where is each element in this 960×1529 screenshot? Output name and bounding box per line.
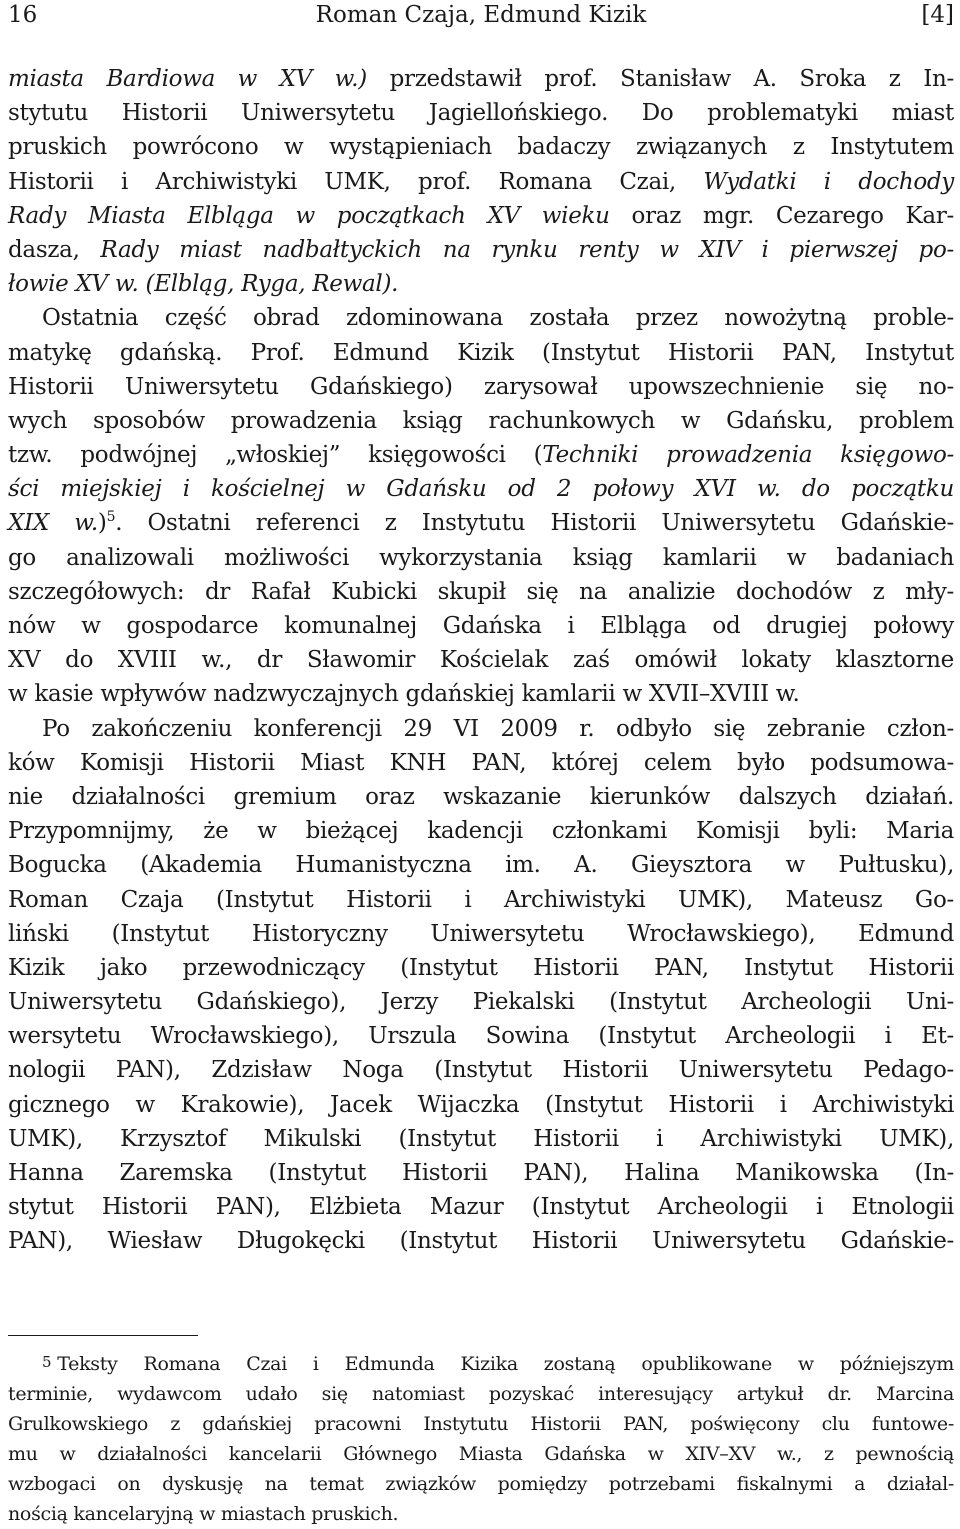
- text-segment: Techniki prowadzenia księgowo-: [542, 442, 954, 469]
- running-header: [8, 0, 954, 30]
- text-segment: Historii i Archiwistyki UMK, prof. Romana Czai,: [8, 168, 704, 195]
- paragraph-start: [8, 301, 954, 335]
- text-line: [8, 1156, 954, 1190]
- text-line: [8, 199, 954, 233]
- text-line: [8, 780, 954, 814]
- text-line: [8, 96, 954, 130]
- text-segment: ści miejskiej i kościelnej w Gdańsku od 2 połowy XVI w. do początku: [8, 476, 954, 503]
- text-segment: XIX w.: [8, 510, 98, 537]
- text-line: [8, 1019, 954, 1053]
- text-segment: stytut Historii PAN), Elżbieta Mazur (Instytut Archeologii i Etnologii: [8, 1194, 954, 1221]
- text-segment: pruskich powrócono w wystąpieniach badaczy związanych z Instytutem: [8, 134, 954, 161]
- text-line: [8, 62, 954, 96]
- text-line: [8, 541, 954, 575]
- footnote-reference: 5: [106, 509, 116, 526]
- text-segment: Hanna Zaremska (Instytut Historii PAN), Halina Manikowska (In-: [8, 1160, 954, 1186]
- text-line: [8, 643, 954, 677]
- text-line: [8, 233, 954, 267]
- text-segment: matykę gdańską. Prof. Edmund Kizik (Instytut Historii PAN, Instytut: [8, 339, 954, 366]
- text-line: [8, 336, 954, 370]
- text-segment: Po zakończeniu konferencji 29 VI 2009 r. odbyło się zebranie człon-: [42, 715, 954, 742]
- text-segment: UMK), Krzysztof Mikulski (Instytut Historii i Archiwistyki UMK),: [8, 1125, 954, 1152]
- footnote-line: mu w działalności kancelarii Głównego Miasta Gdańska w XIV–XV w., z pewnością: [8, 1443, 954, 1465]
- footnote-divider: [8, 1335, 198, 1336]
- text-segment: Rady miast nadbałtyckich na rynku renty w XIV i pierwszej po-: [100, 236, 954, 263]
- text-line: [8, 165, 954, 199]
- text-segment: Rady Miasta Elbląga w początkach XV wieku: [8, 202, 610, 229]
- text-line: [8, 267, 954, 301]
- text-segment: wersytetu Wrocławskiego), Urszula Sowina (Instytut Archeologii i Et-: [8, 1023, 954, 1050]
- text-line: [8, 746, 954, 780]
- footnote-line: nością kancelaryjną w miastach pruskich.: [8, 1503, 399, 1525]
- text-segment: Roman Czaja (Instytut Historii i Archiwistyki UMK), Mateusz Go-: [8, 886, 954, 913]
- text-segment: Historii Uniwersytetu Gdańskiego) zarysował upowszechnienie się no-: [8, 373, 954, 400]
- section-number: [4]: [921, 2, 954, 28]
- text-segment: tzw. podwójnej „włoskiej” księgowości (: [8, 442, 543, 469]
- text-segment: nów w gospodarce komunalnej Gdańska i Elbląga od drugiej połowy: [8, 613, 954, 639]
- footnote-line: terminie, wydawcom udało się natomiast pozyskać interesujący artykuł dr. Marcina: [8, 1383, 954, 1405]
- running-title: Roman Czaja, Edmund Kizik: [315, 2, 647, 28]
- text-segment: nie działalności gremium oraz wskazanie kierunków dalszych działań.: [8, 783, 954, 810]
- text-segment: przedstawił prof. Stanisław A. Sroka z In-: [366, 66, 954, 92]
- text-line: [8, 1053, 954, 1087]
- text-segment: szczegółowych: dr Rafał Kubicki skupił się na analizie dochodów z mły-: [8, 578, 954, 605]
- text-segment: Kizik jako przewodniczący (Instytut Historii PAN, Instytut Historii: [8, 954, 954, 981]
- footnote-line: wzbogaci on dyskusję na temat związków pomiędzy potrzebami fiskalnymi a działal-: [8, 1473, 954, 1495]
- text-line: [8, 814, 954, 848]
- footnote-line: [8, 1349, 954, 1379]
- text-segment: liński (Instytut Historyczny Uniwersytetu Wrocławskiego), Edmund: [8, 920, 954, 947]
- text-segment: gicznego w Krakowie), Jacek Wijaczka (Instytut Historii i Archiwistyki: [8, 1091, 954, 1118]
- text-segment: Uniwersytetu Gdańskiego), Jerzy Piekalski (Instytut Archeologii Uni-: [8, 989, 954, 1016]
- text-line: [8, 1122, 954, 1156]
- body-text: [8, 62, 954, 1259]
- text-line: [8, 1190, 954, 1224]
- text-line: [8, 472, 954, 506]
- paragraph-start: [8, 712, 954, 746]
- text-line: [8, 575, 954, 609]
- text-segment: Przypomnijmy, że w bieżącej kadencji członkami Komisji byli: Maria: [8, 818, 954, 845]
- text-segment: oraz mgr. Cezarego Kar-: [609, 202, 954, 229]
- page-number: 16: [8, 2, 38, 28]
- text-line: [8, 677, 954, 711]
- text-line: [8, 985, 954, 1019]
- text-segment: Wydatki i dochody: [703, 168, 955, 195]
- text-line: [8, 130, 954, 164]
- text-line: [8, 370, 954, 404]
- footnote-marker: 5: [42, 1353, 52, 1371]
- text-segment: Ostatnia część obrad zdominowana została przez nowożytną proble-: [42, 305, 954, 332]
- text-line: [8, 951, 954, 985]
- text-segment: dasza,: [8, 236, 101, 263]
- text-segment: go analizowali możliwości wykorzystania ksiąg kamlarii w badaniach: [8, 544, 954, 571]
- text-segment: XV do XVIII w., dr Sławomir Kościelak zaś omówił lokaty klasztorne: [8, 647, 954, 674]
- text-segment: miasta Bardiowa w XV w.): [8, 66, 367, 92]
- text-segment: stytutu Historii Uniwersytetu Jagiellońskiego. Do problematyki miast: [8, 100, 954, 127]
- text-line: [8, 506, 954, 540]
- text-segment: wych sposobów prowadzenia ksiąg rachunkowych w Gdańsku, problem: [8, 407, 954, 434]
- text-line: [8, 609, 954, 643]
- text-line: [8, 917, 954, 951]
- footnote-text: Teksty Romana Czai i Edmunda Kizika zostaną opublikowane w późniejszym: [57, 1353, 954, 1375]
- text-line: [8, 1224, 954, 1258]
- text-segment: ): [97, 510, 107, 537]
- text-segment: nologii PAN), Zdzisław Noga (Instytut Historii Uniwersytetu Pedago-: [8, 1057, 954, 1084]
- text-segment: łowie XV w. (Elbląg, Ryga, Rewal).: [8, 271, 399, 298]
- text-segment: w kasie wpływów nadzwyczajnych gdańskiej kamlarii w XVII–XVIII w.: [8, 681, 800, 708]
- text-line: [8, 1088, 954, 1122]
- text-line: [8, 404, 954, 438]
- text-segment: PAN), Wiesław Długokęcki (Instytut Historii Uniwersytetu Gdańskie-: [8, 1228, 954, 1255]
- text-line: [8, 438, 954, 472]
- text-segment: ków Komisji Historii Miast KNH PAN, której celem było podsumowa-: [8, 749, 954, 776]
- footnote: [8, 1349, 954, 1529]
- text-segment: Bogucka (Akademia Humanistyczna im. A. Gieysztora w Pułtusku),: [8, 852, 954, 879]
- text-line: [8, 848, 954, 882]
- footnote-line: Grulkowskiego z gdańskiej pracowni Instytutu Historii PAN, poświęcony clu funtowe-: [8, 1413, 954, 1435]
- text-line: [8, 883, 954, 917]
- text-segment: . Ostatni referenci z Instytutu Historii Uniwersytetu Gdańskie-: [115, 510, 954, 537]
